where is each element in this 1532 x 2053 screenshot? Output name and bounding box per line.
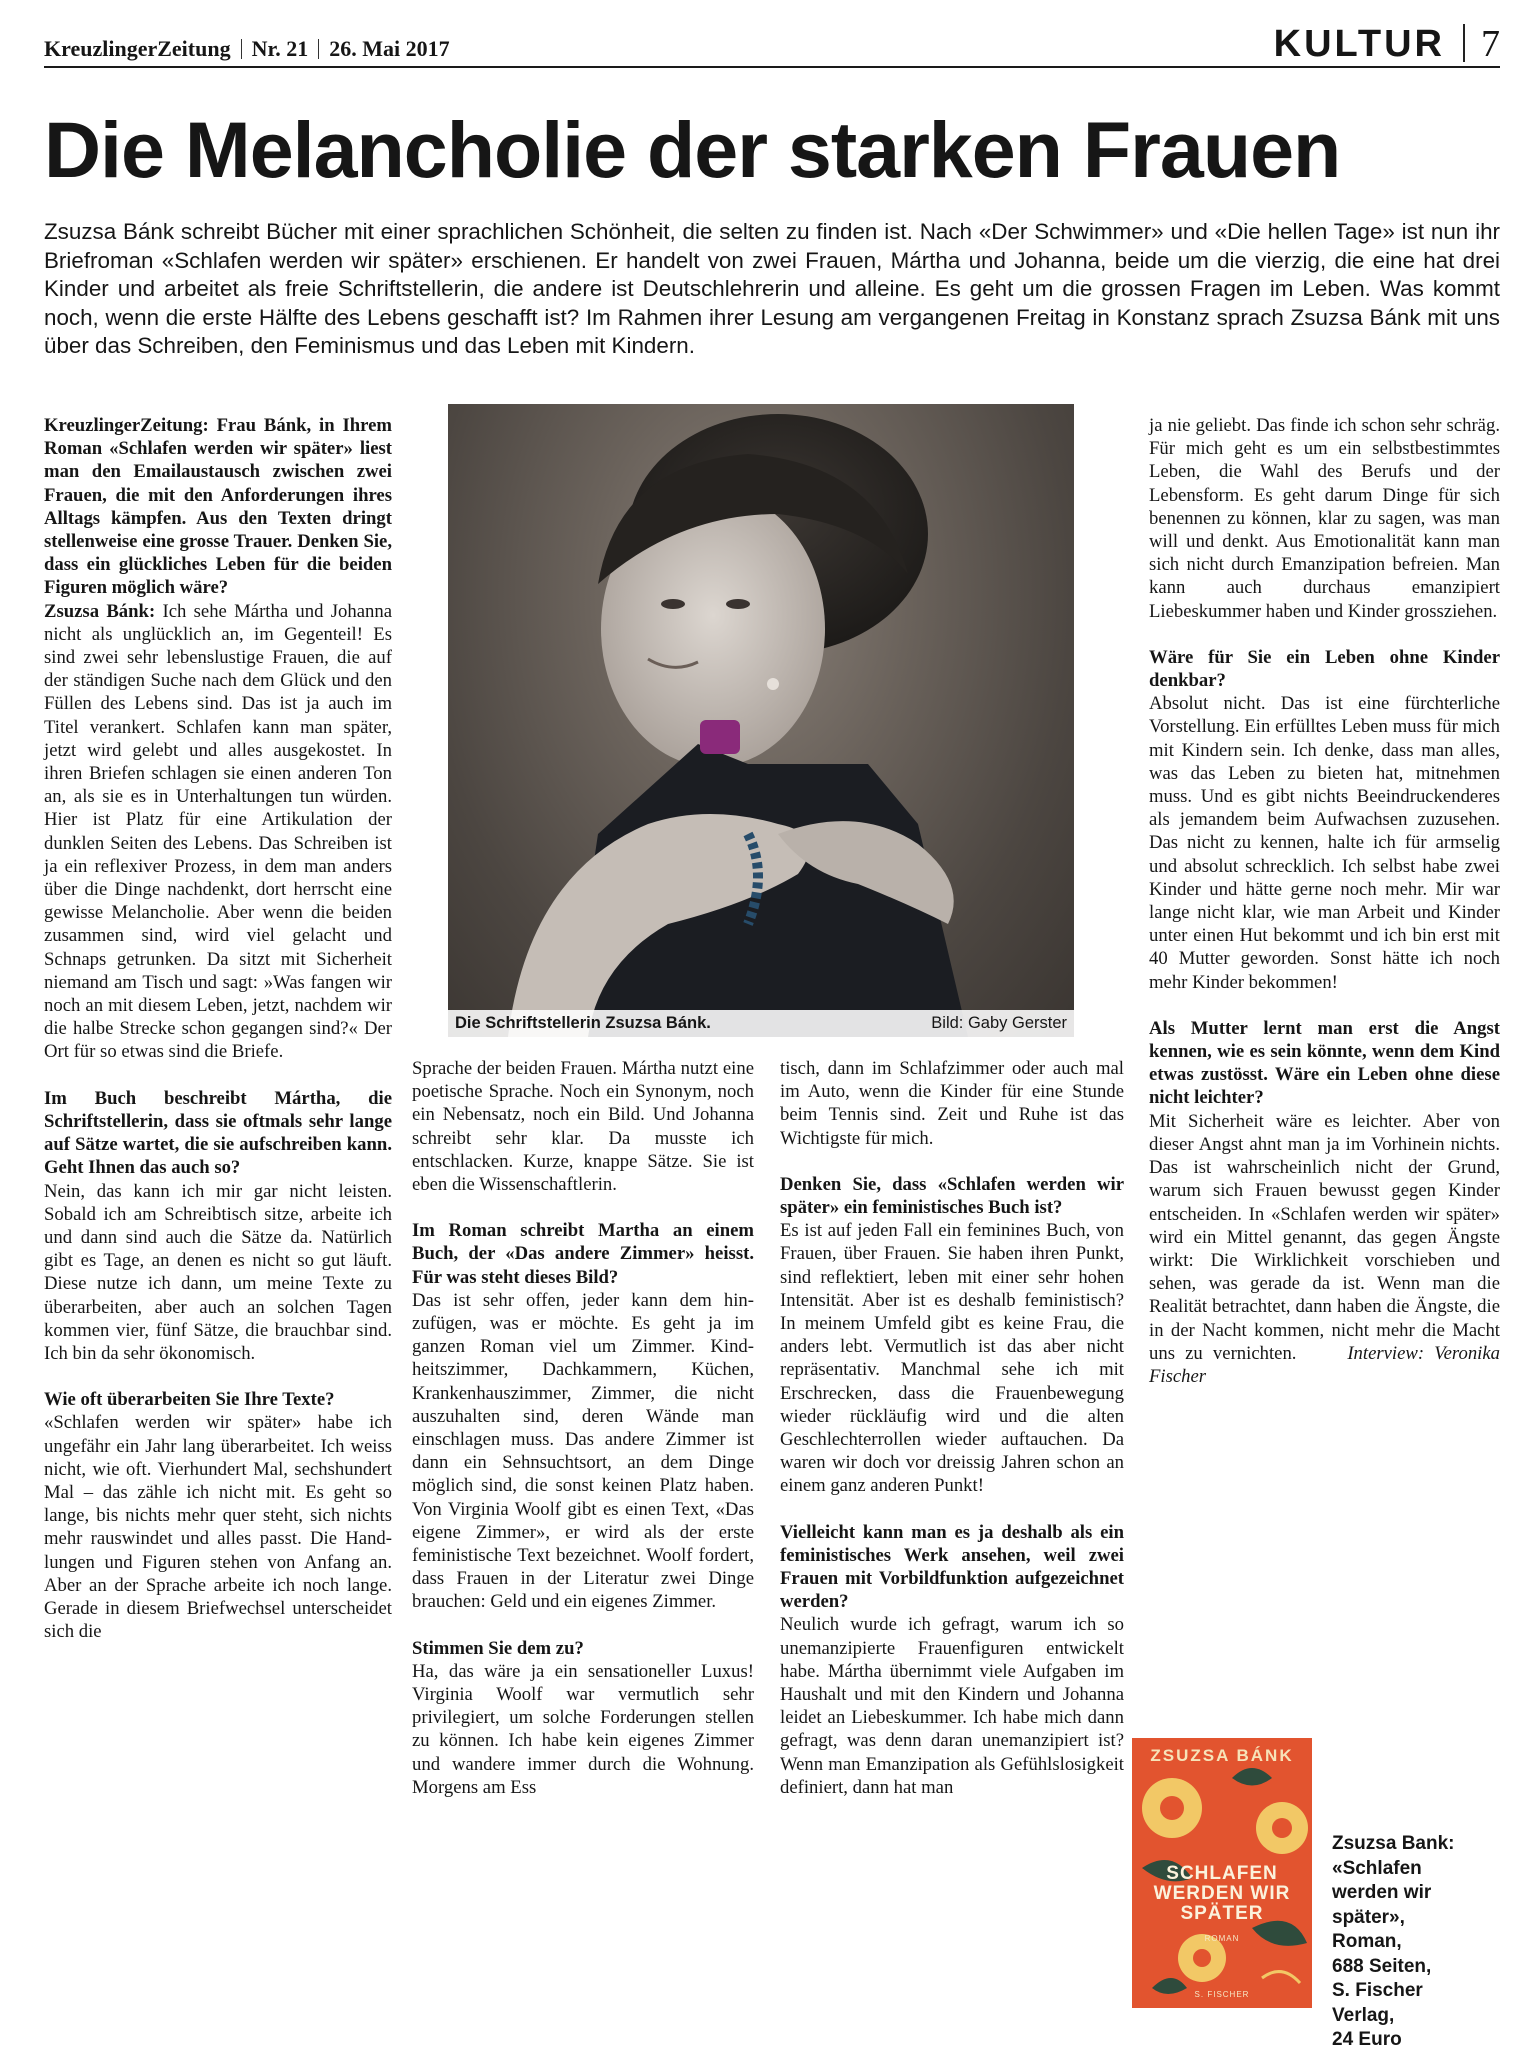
book-title-line: SPÄTER <box>1180 1903 1264 1924</box>
answer: «Schlafen werden wir später» habe ich ungefähr ein Jahr lang überarbeitet. Ich weiss nicht, wie oft. Vierhundert Mal, sechshundert Mal – das zähle ich nicht mit. Es geht so lange, bis nichts mehr quer steht, sich nichts mehr rauswindet und alles passt. Die Handlungen und Figuren stehen von Anfang an. Aber an der Sprache arbeite ich noch lange. Gerade in diesem Briefwechsel unterscheidet sich die <box>44 1412 392 1643</box>
book-info-line: 24 Euro <box>1332 2029 1402 2050</box>
book-cover-genre: ROMAN <box>1204 1934 1240 1943</box>
page-number: 7 <box>1481 23 1500 65</box>
book-info-line: Roman, <box>1332 1931 1402 1952</box>
question: Stimmen Sie dem zu? <box>412 1637 584 1659</box>
answer: Das ist sehr offen, jeder kann dem hinzufügen, was er möchte. Es geht ja im ganzen Roman viel um Zimmer. Kindheitszimmer, Dachkammern, Küchen, Krankenhauszimmer, Zimmer, die nicht auszuhalten sind, deren Wände man einschlagen muss. Das andere Zimmer ist dann ein Sehnsuchtsort, an dem Dinge möglich sind, die sonst keinen Platz haben. Von Virginia Woolf gibt es einen Text, «Das eigene Zimmer», er wird als der erste feministische Text bezeichnet. Woolf fordert, dass Frauen in der Literatur zwei Dinge brauchen: Geld und ein eigenes Zimmer. <box>412 1289 754 1613</box>
book-info-line: «Schlafen <box>1332 1857 1422 1879</box>
masthead-separator <box>318 39 319 59</box>
question: KreuzlingerZeitung: Frau Bánk, in Ihrem Roman «Schlafen werden wir später» liest man den Emailaustausch zwischen zwei Frauen, die mit den Anforderungen ihres Alltags kämpfen. Aus den Texten dringt stellenweise eine grosse Trauer. Denken Sie, dass ein glückliches Leben für die beiden Figuren möglich wäre? <box>44 415 392 599</box>
book-info-line: 688 Seiten, <box>1332 1955 1432 1977</box>
book-info-line: Zsuzsa Bank: <box>1332 1833 1455 1854</box>
article-lead: Zsuzsa Bánk schreibt Bücher mit einer sprachlichen Schönheit, die selten zu finden ist. Nach «Der Schwimmer» und «Die hellen Tage» ist nun ihr Briefroman «Schlafen werden wir später» erschienen. Er handelt von zwei Frauen, Mártha und Johanna, beide um die vierzig, die eine hat drei Kinder und arbeitet als freie Schriftstellerin, die andere ist Deutschlehrerin und alleine. Es geht um die grossen Fragen im Leben. Was kommt noch, wenn die erste Hälfte des Lebens geschafft ist? Im Rahmen ihrer Lesung am vergangenen Freitag in Konstanz sprach Zsuzsa Bánk mit uns über das Schreiben, den Feminismus und das Leben mit Kindern. <box>44 219 1500 358</box>
photo-caption: Die Schriftstellerin Zsuzsa Bánk. <box>455 1014 711 1032</box>
text-column-1 <box>44 414 392 1643</box>
author-photo <box>448 404 1074 1037</box>
book-info-line: Verlag, <box>1332 2004 1395 2026</box>
article-headline: Die Melancholie der starken Frauen <box>44 105 1341 194</box>
portrait-illustration <box>448 404 1074 1037</box>
answer: Absolut nicht. Das ist eine fürchterliche Vorstellung. Ein erfülltes Leben muss für mich mit Kindern sein. Ich denke, dass man alles, was das Leben zu bieten hat, mitnehmen muss. Und es gibt nichts Beeindruckenderes als jemandem beim Aufwachsen zuzusehen. Das nicht zu kennen, halte ich für armselig und absolut schrecklich. Ich selbst habe zwei Kinder und hätte gerne noch mehr. Mir war lange nicht klar, wie man Arbeit und Kinder unter einen Hut bekommt und ich bin erst mit 40 Mutter geworden. Sonst hätte ich noch mehr Kinder bekommen! <box>1149 693 1500 993</box>
book-info <box>1332 1832 1500 2053</box>
answer: Ha, das wäre ja ein sensationeller Luxus! Virginia Woolf war vermutlich sehr privilegiert, um solche Forderungen stellen zu können. Ich habe kein eigenes Zimmer und wandere immer durch die Wohnung. Morgens am Ess <box>412 1660 754 1798</box>
answer: Sprache der beiden Frauen. Mártha nutzt eine poetische Sprache. Noch ein Synonym, noch ein Nebensatz, noch ein Bild. Und Johanna schreibt sehr klar. Da musste ich entschlacken. Kurze, knappe Sätze. Sie ist eben die Wissenschaftlerin. <box>412 1058 754 1196</box>
masthead-separator <box>241 39 242 59</box>
book-cover <box>1132 1738 1312 2008</box>
question: Denken Sie, dass «Schlafen werden wir später» ein feministisches Buch ist? <box>780 1173 1124 1219</box>
answer: Neulich wurde ich gefragt, warum ich so unemanzipierte Frauenfiguren entwickelt habe. Mártha übernimmt viele Aufgaben im Haushalt und mit den Kindern und Johanna leidet an Liebeskummer. Ich habe mich dann gefragt, was denn daran unemanzipiert ist? Wenn man Emanzipation als Gefühlslosigkeit definiert, dann hat man <box>780 1614 1124 1798</box>
answer-text: Mit Sicherheit wäre es leichter. Aber von dieser Angst ahnt man ja im Vorhinein nichts. Das ist wahrscheinlich nicht der Grund, warum sich Frauen bewusst gegen Kinder entscheiden. In «Schlafen werden wir später» wird ein Mittel genannt, das gegen Ängste wirkt: Die Wirklichkeit vorschieben und sehen, was gerade da ist. Wenn man die Realität betrachtet, dann haben die Ängste, die in der Nacht kommen, nicht mehr die Macht uns zu vernichten. <box>1149 1110 1500 1364</box>
answer <box>1149 1110 1500 1388</box>
text-column-4 <box>1149 414 1500 1388</box>
masthead-section-block <box>1274 24 1500 64</box>
question: Als Mutter lernt man erst die Angst kennen, wie es sein könnte, wenn dem Kind etwas zustösst. Wäre ein Leben ohne diese nicht leichter? <box>1149 1017 1500 1109</box>
book-cover-publisher: S. FISCHER <box>1194 1990 1250 1999</box>
paper-name: KreuzlingerZeitung <box>44 36 231 61</box>
masthead-info <box>44 36 450 62</box>
issue-number: Nr. 21 <box>251 36 309 61</box>
book-cover-title <box>1140 1864 1304 1924</box>
book-title-line: SCHLAFEN <box>1166 1863 1278 1884</box>
photo-caption-bar <box>448 1010 1074 1037</box>
issue-date: 26. Mai 2017 <box>329 36 450 61</box>
masthead <box>44 22 1500 68</box>
question: Im Roman schreibt Martha an einem Buch, der «Das andere Zimmer» heisst. Für was steht dieses Bild? <box>412 1220 754 1288</box>
question: Wäre für Sie ein Leben ohne Kinder denkbar? <box>1149 646 1500 692</box>
answer: Es ist auf jeden Fall ein feminines Buch, von Frauen, über Frauen. Sie haben ihren Punkt, sind reflektiert, leben mit einer sehr hohen Intensität. Aber ist es deshalb feministisch? In meinem Umfeld gibt es keine Frau, die anders lebt. Vermutlich ist das aber nicht repräsentativ. Manchmal sehe ich mit Erschrecken, dass die Frauenbewegung wieder rückläufig wird und die alten Geschlechterrollen wieder auftauchen. Da waren wir doch vor dreissig Jahren schon an einem ganz anderen Punkt! <box>780 1220 1124 1497</box>
speaker-name: Zsuzsa Bánk: <box>44 600 156 622</box>
section-separator <box>1463 24 1465 62</box>
answer-text: Ich sehe Mártha und Johanna nicht als unglücklich an, im Gegenteil! Es sind zwei sehr lebenslustige Frauen, die auf der ständigen Suche nach dem Glück und den Füllen des Lebens sind. Das ist ja auch im Titel verankert. Schlafen kann man später, jetzt wird gelebt und alles ausgekostet. In ihren Briefen schlagen sie einen anderen Ton an, als sie es in Unterhaltungen tun würden. Hier ist Platz für eine Artikulation der dunklen Seiten des Lebens. Das Schreiben ist ja ein reflexiver Prozess, in dem man anders über die Dinge nachdenkt, dort herrscht eine gewisse Melancholie. Aber wenn die beiden zusammen sind, wird viel gelacht und Schnaps getrunken. Da sitzt mit Sicherheit niemand am Tisch und sagt: »Was fangen wir noch an mit diesem Leben, jetzt, nachdem wir die halbe Strecke schon gegangen sind?« Der Ort für so etwas sind die Briefe. <box>44 600 392 1063</box>
book-info-line: später», <box>1332 1906 1405 1928</box>
book-title-line: WERDEN WIR <box>1153 1883 1291 1904</box>
question: Im Buch beschreibt Mártha, die Schriftstellerin, dass sie oftmals sehr lange auf Sätze wartet, die sie aufschreiben kann. Geht Ihnen das auch so? <box>44 1087 392 1179</box>
newspaper-page <box>44 22 1501 2050</box>
book-cover-author: ZSUZSA BÁNK <box>1150 1746 1294 1765</box>
answer: ja nie geliebt. Das finde ich schon sehr schräg. Für mich geht es um ein selbstbestimmtes Leben, die Wahl des Berufs und der Lebensform. Es geht darum Dinge für sich benennen zu können, klar zu sagen, was man will und denkt. Aus Emotionalität kann man sich nicht durch Emanzipation befreien. Man kann auch durchaus emanzipiert Liebeskummer haben und Kinder grossziehen. <box>1149 415 1500 622</box>
question: Vielleicht kann man es ja deshalb als ein feministisches Werk ansehen, weil zwei Frauen mit Vorbildfunktion aufgezeichnet werden? <box>780 1521 1124 1613</box>
answer: Nein, das kann ich mir gar nicht leisten. Sobald ich am Schreibtisch sitze, arbeite ich und dann sind auch die Sätze da. Natürlich gibt es Tage, an denen es nicht so gut läuft. Diese nutze ich dann, um meine Texte zu überarbeiten, aber auch an solchen Tagen kommen vier, fünf Sätze, die brauchbar sind. Ich bin da sehr ökonomisch. <box>44 1180 392 1364</box>
section-name: KULTUR <box>1273 23 1445 65</box>
book-info-line: werden wir <box>1332 1882 1432 1903</box>
photo-credit: Bild: Gaby Gerster <box>931 1014 1067 1032</box>
text-column-3 <box>780 1057 1124 1799</box>
text-column-2 <box>412 1057 754 1799</box>
answer <box>44 600 392 1064</box>
answer: tisch, dann im Schlafzimmer oder auch mal im Auto, wenn die Kinder für eine Stunde beim Tennis sind. Zeit und Ruhe ist das Wichtigste für mich. <box>780 1058 1124 1149</box>
question: Wie oft überarbeiten Sie Ihre Texte? <box>44 1389 335 1411</box>
interview-signature: Interview: Veronika Fischer <box>1149 1342 1501 1387</box>
book-info-line: S. Fischer <box>1332 1980 1423 2001</box>
